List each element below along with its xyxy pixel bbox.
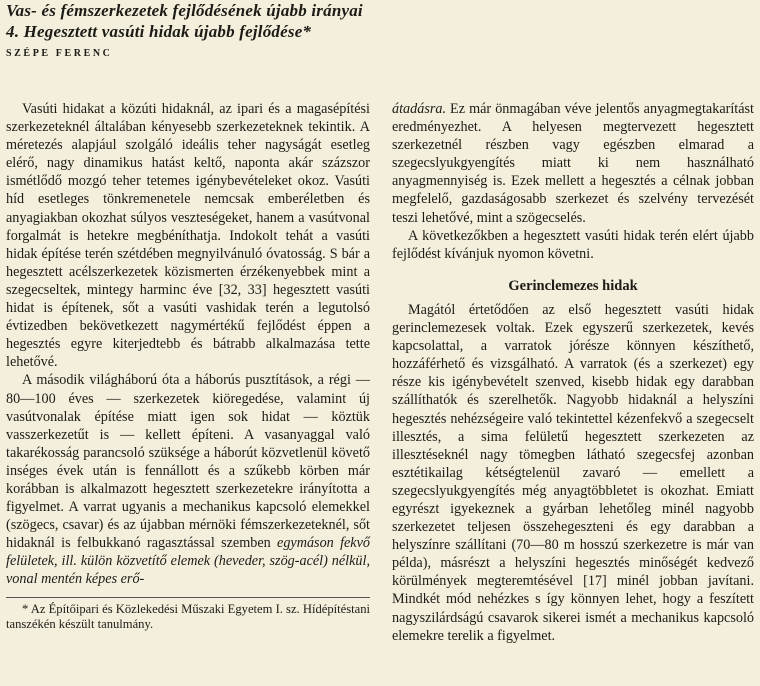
paragraph-text: A második világháború óta a háborús pusztítások, a régi — 80—100 éves — szerkezetek kiöregedése, valamint új vasútvonalak építése miatt igen sok hidat — köztük vasszerkezetűt is — kellett építeni. A vasanyaggal való takarékosság parancsoló szüksége a háborút közvetlenül követő inséges évek után is fennállott és a szűkebb körben már korábban is alkalmazott hegesztett szerkezetekre irányította a figyelmet. A varrat ugyanis a mechanikus kapcsoló elemekkel (szögecs, csavar) és az újabban mérnöki fémszerkezeteknél, sőt hidaknál is felbukkanó ragasztással szemben <box>6 372 370 552</box>
paragraph <box>392 100 754 227</box>
paragraph-italic-text: egymáson fekvő felületek, ill. külön közvetítő elemek (heveder, szög-acél) nélkül, vonal mentén képes erő- <box>6 535 370 588</box>
author-name: SZÉPE FERENC <box>6 48 113 59</box>
title-line-1: Vas- és fémszerkezetek fejlődésének újabb irányai <box>6 1 363 20</box>
paragraph-italic-text: átadásra. <box>392 101 446 117</box>
left-column <box>6 100 370 632</box>
footnote-divider <box>6 597 370 598</box>
paragraph: Magától értetődően az első hegesztett vasúti hidak gerinclemezesek voltak. Ezek egyszerű szerkezetek, kevés kapcsolattal, a varratok jórésze könnyen készíthető, hozzáférhető és vizsgálható. A varratok (és a szerkezet) egy része kis igénybevételt szenved, kisebb hidak egy darabban szállíthatók és szerelhetők. Nagyobb hidaknál a helyszíni hegesztés nehézségeire való tekintettel kézenfekvő a szegecselt illesztés, a sima felületű hegesztett szerkezeten az illesztéseknél nagy tömegben látható szegecsfej azonban esztétikailag kétségtelenül zavaró — emellett a szegecslyukgyengítés még anyagtöbbletet is okozhat. Emiatt egyrészt igyekeznek a gyárban lehetőleg minél nagyobb szerkezetet teljesen összehegeszteni és egy darabban a helyszínre szállítani (70—80 m hosszú szerkezetre is már van példa), másrészt a helyszíni hegesztés minőségét kedvező körülmények megteremtésével [17] minél jobban javítani. Mindkét mód nehézkes s így könnyen lehet, hogy a feszített nagyszilárdságú csavarok sikerei ismét a mechanikus kapcsoló elemekre terelik a figyelmet. <box>392 301 754 644</box>
paragraph-text: Ez már önmagában véve jelentős anyagmegtakarítást eredményezhet. A helyesen megtervezett hegesztett szerkezetnél részben vagy egészben elmarad a szegecslyukgyengítés miatt ki nem használható anyagmennyiség is. Ezek mellett a hegesztés a célnak jobban megfelelő, gazdaságosabb szerkezet és szelvény tervezését teszi lehetővé, mint a szögecselés. <box>392 101 754 226</box>
paragraph <box>6 371 370 588</box>
footnote: * Az Építőipari és Közlekedési Műszaki Egyetem I. sz. Hídépítéstani tanszékén készült tanulmány. <box>6 601 370 631</box>
section-heading: Gerinclemezes hidak <box>508 277 638 294</box>
title-line-2: 4. Hegesztett vasúti hidak újabb fejlődése* <box>6 22 312 41</box>
paragraph: Vasúti hidakat a közúti hidaknál, az ipari és a magasépítési szerkezeteknél általában kényesebb szerkezeteknek tekintik. A méretezés alapjául szolgáló ideális teher nagyságát esetleg elérő, nagy dinamikus hatást keltő, naponta akár százszor ismétlődő mozgó teher tetemes igénybevételeket okoz. Vasúti híd esetleges tönkremenetele nemcsak emberéletben és anyagiakban okozhat súlyos veszteségeket, hanem a vasútvonal forgalmát is hetekre megbéníthatja. Indokolt tehát a vasúti hidak építése terén szétdében megnyilvánuló óvatosság. S bár a hegesztett acélszerkezetek közismerten érzékenyebbek mint a szegecseltek, mintegy harminc éve [32, 33] hegesztett vasúti hidat is építenek, sőt a vasúti vashidak terén a legutolsó évtizedben bekövetkezett nagymértékű fejlődést éppen a hegesztés egyre kiterjedtebb és bátrabb alkalmazása tette lehetővé. <box>6 101 370 371</box>
article-title <box>6 0 756 42</box>
paragraph: A következőkben a hegesztett vasúti hidak terén elért újabb fejlődést kívánjuk nyomon követni. <box>392 227 754 262</box>
right-column <box>392 100 754 645</box>
